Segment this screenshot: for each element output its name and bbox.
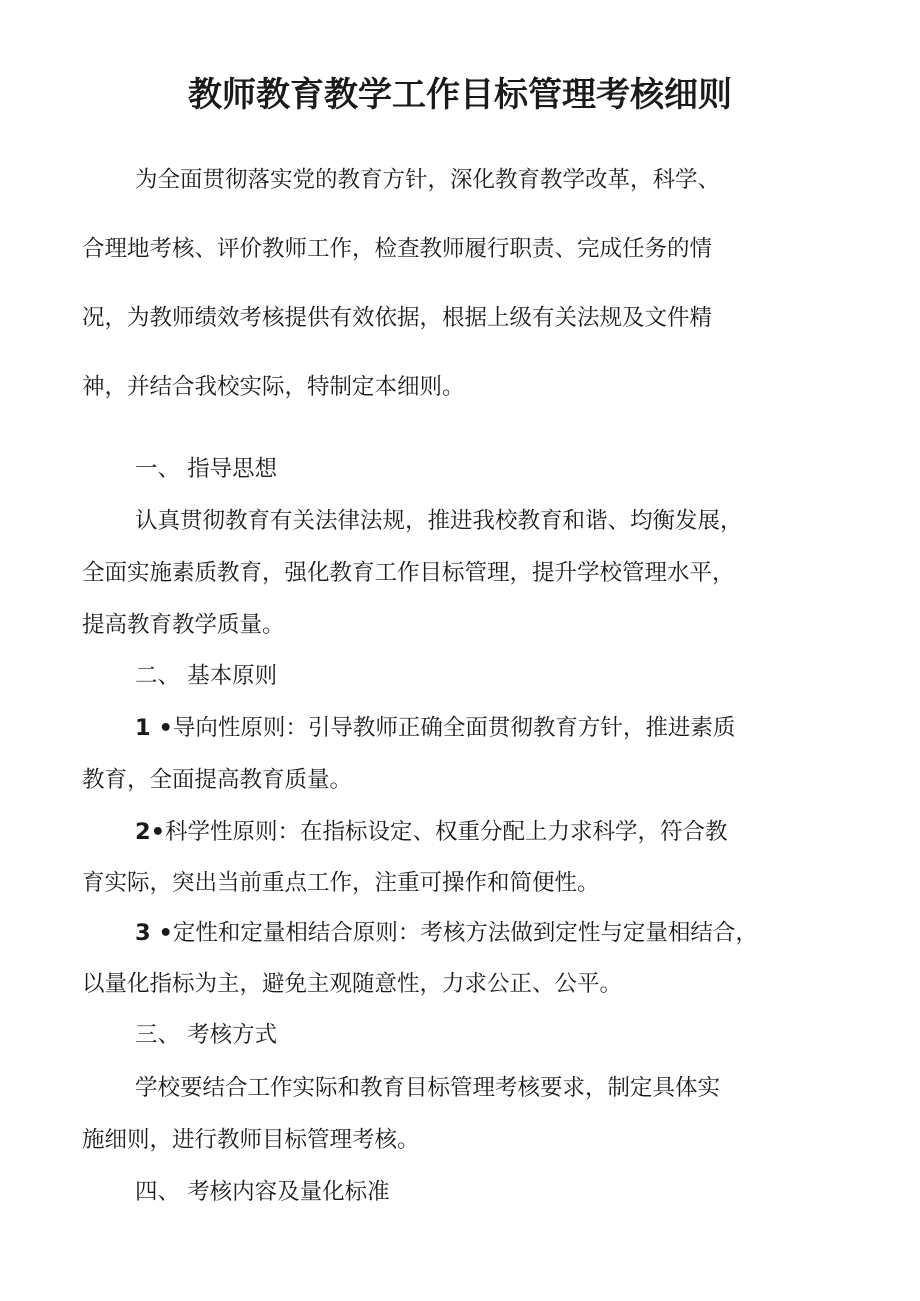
section-heading-basic-principles: 二、 基本原则 (135, 663, 278, 689)
section-heading-assessment-method: 三、 考核方式 (135, 1022, 278, 1048)
principle-3-number: 3 • (135, 920, 173, 946)
principle-2-line-1 (135, 816, 728, 848)
principle-3-text: 定性和定量相结合原则：考核方法做到定性与定量相结合， (172, 920, 758, 946)
section3-line-2: 施细则，进行教师目标管理考核。 (82, 1127, 420, 1153)
principle-1-number: 1 • (135, 715, 173, 741)
principle-2-line-2: 育实际，突出当前重点工作，注重可操作和简便性。 (82, 870, 600, 896)
section1-line-3: 提高教育教学质量。 (82, 612, 285, 638)
principle-1-line-1 (135, 712, 735, 744)
principle-1-line-2: 教育，全面提高教育质量。 (82, 767, 353, 793)
principle-3-line-1 (135, 917, 758, 949)
document-title: 教师教育教学工作目标管理考核细则 (188, 75, 732, 115)
section-heading-assessment-content: 四、 考核内容及量化标准 (135, 1179, 390, 1205)
section1-line-2: 全面实施素质教育，强化教育工作目标管理，提升学校管理水平， (82, 560, 735, 586)
section1-line-1: 认真贯彻教育有关法律法规，推进我校教育和谐、均衡发展， (135, 508, 743, 534)
section-heading-guiding-thought: 一、 指导思想 (135, 456, 278, 482)
principle-3-line-2: 以量化指标为主，避免主观随意性，力求公正、公平。 (82, 971, 623, 997)
principle-1-text: 导向性原则：引导教师正确全面贯彻教育方针，推进素质 (172, 715, 736, 741)
principle-2-number: 2• (135, 819, 166, 845)
principle-2-text: 科学性原则：在指标设定、权重分配上力求科学，符合教 (165, 819, 728, 845)
section3-line-1: 学校要结合工作实际和教育目标管理考核要求，制定具体实 (135, 1075, 721, 1101)
intro-line-1: 为全面贯彻落实党的教育方针，深化教育教学改革，科学、 (135, 167, 721, 193)
intro-line-2: 合理地考核、评价教师工作，检查教师履行职责、完成任务的情 (82, 236, 713, 262)
intro-line-3: 况，为教师绩效考核提供有效依据，根据上级有关法规及文件精 (82, 305, 713, 331)
intro-line-4: 神，并结合我校实际，特制定本细则。 (82, 374, 465, 400)
